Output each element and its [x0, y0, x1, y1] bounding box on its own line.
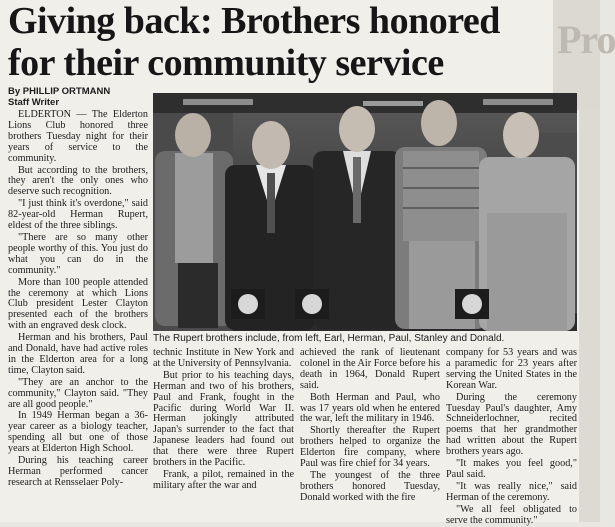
paragraph: Frank, a pilot, remained in the military after the war and — [153, 468, 294, 491]
paragraph: company for 53 years and was a paramedic for 23 years after serving the United States in the Korean War. — [446, 347, 577, 391]
paragraph: In 1949 Herman began a 36-year career as a biology teacher, spending all but one of those years at Elderton High School. — [8, 410, 148, 455]
photo-caption: The Rupert brothers include, from left, Earl, Herman, Paul, Stanley and Donald. — [153, 333, 505, 344]
headline-line-2: for their community service — [8, 42, 444, 84]
article-column-2 — [153, 348, 294, 520]
paragraph: But prior to his teaching days, Herman and two of his brothers, Paul and Frank, fought in the Pacific during World War II. Herman jokingly attributed Japan's surrender to the fact that Japanese leaders had found out that there were three Rupert brothers in the Pacific. — [153, 369, 294, 469]
brothers-photo — [153, 93, 577, 331]
paragraph: The youngest of the three brothers honored Tuesday, Donald worked with the fire — [300, 469, 440, 503]
paragraph: Both Herman and Paul, who was 17 years old when he entered the war, left the military in 1946. — [300, 391, 440, 425]
article-column-1 — [8, 110, 148, 520]
paragraph: "We all feel obligated to serve the community." — [446, 503, 577, 526]
paragraph: Shortly thereafter the Rupert brothers helped to organize the Elderton fire company, where Paul was fire chief for 34 years. — [300, 425, 440, 470]
byline-role: Staff Writer — [8, 97, 60, 108]
adjacent-article-fragment: Pro — [553, 0, 600, 110]
headline-line-1: Giving back: Brothers honored — [8, 0, 500, 42]
paragraph: "They are an anchor to the community," Clayton said. "They are all good people." — [8, 376, 148, 410]
paragraph: "There are so many other people worthy of this. You just do what you can do in the community." — [8, 231, 148, 276]
article-column-3 — [300, 348, 440, 520]
byline-name: By PHILLIP ORTMANN — [8, 86, 111, 97]
paragraph: "It makes you feel good," Paul said. — [446, 458, 577, 480]
headline — [8, 0, 556, 84]
paragraph: During his teaching career Herman performed cancer research at Rensselaer Poly- — [8, 455, 148, 488]
paragraph: "I just think it's overdone," said 82-year-old Herman Rupert, eldest of the three siblings. — [8, 198, 148, 232]
paragraph: Herman and his brothers, Paul and Donald, have had active roles in the Elderton area for a long time, Clayton said. — [8, 332, 148, 376]
photo-illustration — [153, 93, 577, 331]
paragraph: More than 100 people attended the ceremony at which Lions Club president Lester Clayton presented each of the brothers with an engraved desk clock. — [8, 276, 148, 332]
clipping-edge — [579, 110, 600, 522]
article-column-4 — [446, 347, 577, 526]
paragraph: achieved the rank of lieutenant colonel in the Air Force before his death in 1964, Donald Rupert said. — [300, 347, 440, 391]
paragraph: During the ceremony Tuesday Paul's daughter, Amy Schneiderlochner, recited poems that her grandmother had written about the Rupert brothers years ago. — [446, 391, 577, 458]
paragraph: But according to the brothers, they aren't the only ones who deserve such recognition. — [8, 164, 148, 198]
byline — [8, 86, 148, 108]
paragraph: "It was really nice," said Herman of the ceremony. — [446, 480, 577, 503]
paragraph: technic Institute in New York and at the University of Pennsylvania. — [153, 347, 294, 369]
paragraph: ELDERTON — The Elderton Lions Club honored three brothers Tuesday night for their years of service to the community. — [8, 109, 148, 164]
